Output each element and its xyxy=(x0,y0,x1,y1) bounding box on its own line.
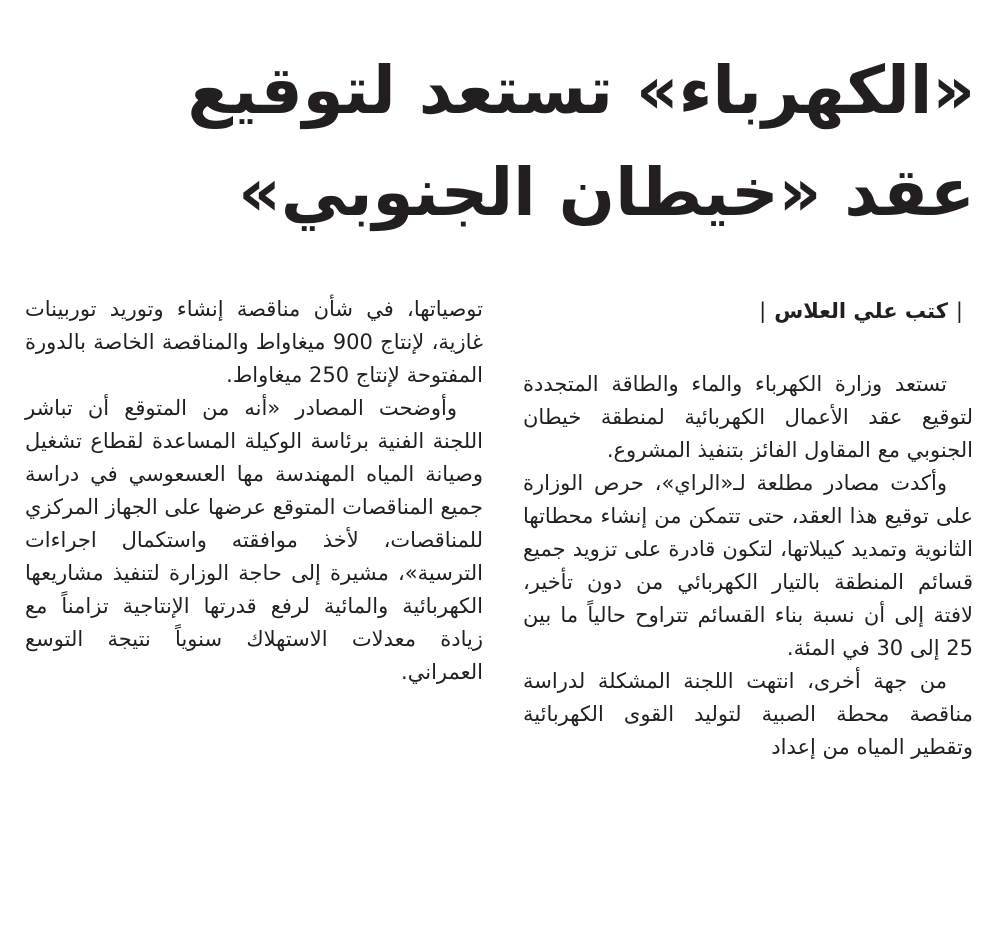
paragraph: وأوضحت المصادر «أنه من المتوقع أن تباشر اللجنة الفنية برئاسة الوكيلة المساعدة لقطاع تشغيل وصيانة المياه المهندسة مها العسعوسي في دراسة جميع المناقصات المتوقع عرضها على الجهاز المركزي للمناقصات، لأخذ موافقته واستكمال اجراءات الترسية»، مشيرة إلى حاجة الوزارة لتنفيذ مشاريعها الكهربائية والمائية لرفع قدرتها الإنتاجية تزامناً مع زيادة معدلات الاستهلاك سنوياً نتيجة التوسع العمراني. xyxy=(25,396,483,684)
paragraph: تستعد وزارة الكهرباء والماء والطاقة المتجددة لتوقيع عقد الأعمال الكهربائية لمنطقة خيطان الجنوبي مع المقاول الفائز بتنفيذ المشروع. xyxy=(523,372,973,462)
headline xyxy=(75,40,975,244)
article-column-left xyxy=(25,293,483,689)
paragraph: وأكدت مصادر مطلعة لـ«الراي»، حرص الوزارة على توقيع هذا العقد، حتى تتمكن من إنشاء محطاتها الثانوية وتمديد كيبلاتها، لتكون قادرة على تزويد جميع قسائم المنطقة بالتيار الكهربائي من دون تأخير، لافتة إلى أن نسبة بناء القسائم تتراوح حالياً ما بين 25 إلى 30 في المئة. xyxy=(523,471,973,660)
byline-divider: | xyxy=(759,299,767,323)
article-column-right xyxy=(523,368,973,764)
headline-line-1: «الكهرباء» تستعد لتوقيع xyxy=(187,52,975,129)
byline xyxy=(751,296,971,326)
headline-line-2: عقد «خيطان الجنوبي» xyxy=(238,154,975,231)
paragraph: من جهة أخرى، انتهت اللجنة المشكلة لدراسة مناقصة محطة الصبية لتوليد القوى الكهربائية وتقطير المياه من إعداد xyxy=(523,669,973,759)
byline-text: كتب علي العلاس xyxy=(774,299,948,323)
byline-divider: | xyxy=(955,299,963,323)
paragraph: توصياتها، في شأن مناقصة إنشاء وتوريد توربينات غازية، لإنتاج 900 ميغاواط والمناقصة الخاصة بالدورة المفتوحة لإنتاج 250 ميغاواط. xyxy=(25,297,483,387)
